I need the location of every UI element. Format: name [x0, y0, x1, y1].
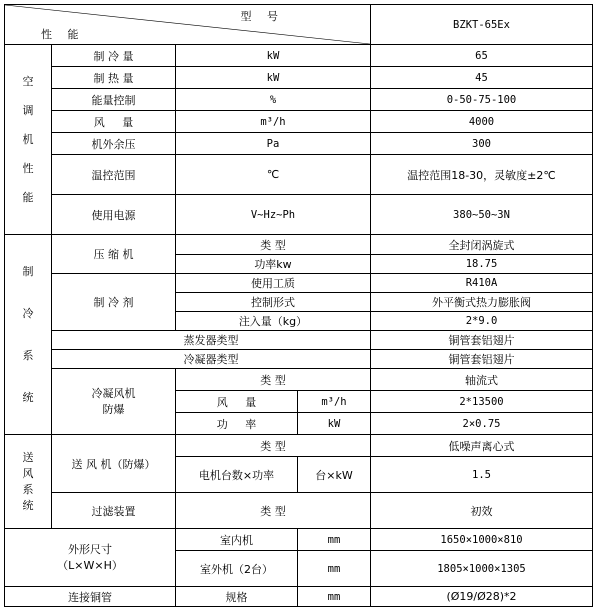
ac-value: 65 [371, 45, 593, 67]
compressor-type-label: 类 型 [176, 235, 371, 255]
dims-outdoor-unit: mm [298, 551, 371, 587]
filter-row [5, 493, 593, 529]
ac-row-cooling [5, 45, 593, 67]
ac-value: 温控范围18-30，灵敏度±2℃ [371, 155, 593, 195]
ac-unit: kW [176, 67, 371, 89]
header-row [5, 5, 593, 45]
pipe-spec-label: 规格 [176, 587, 298, 607]
compressor-type-row [5, 235, 593, 255]
ac-value: 0-50-75-100 [371, 89, 593, 111]
ac-row-external-pressure [5, 133, 593, 155]
condenser-row [5, 350, 593, 369]
compressor-power-label: 功率kw [176, 255, 371, 274]
header-diagonal-cell [5, 5, 371, 45]
ac-value: 4000 [371, 111, 593, 133]
dims-indoor-unit: mm [298, 529, 371, 551]
ac-name: 制 热 量 [52, 67, 176, 89]
ac-unit: % [176, 89, 371, 111]
pipe-label: 连接铜管 [5, 587, 176, 607]
ac-unit: m³/h [176, 111, 371, 133]
supply-fan-type-row [5, 435, 593, 457]
cond-fan-power-unit: kW [298, 413, 371, 435]
dims-outdoor-label: 室外机（2台） [176, 551, 298, 587]
evaporator-row [5, 331, 593, 350]
supply-fan-type-label: 类 型 [176, 435, 371, 457]
refrig-group-label: 制 冷 系 统 [5, 235, 52, 435]
ac-row-heating [5, 67, 593, 89]
evaporator-label: 蒸发器类型 [52, 331, 371, 350]
dims-indoor-value: 1650×1000×810 [371, 529, 593, 551]
dims-outdoor-value: 1805×1000×1305 [371, 551, 593, 587]
supply-fan-motor-value: 1.5 [371, 457, 593, 493]
refrigerant-control-label: 控制形式 [176, 293, 371, 312]
spec-table [4, 4, 593, 607]
ac-name: 使用电源 [52, 195, 176, 235]
filter-type-label: 类 型 [176, 493, 371, 529]
ac-row-power-supply [5, 195, 593, 235]
model-label: 型 号 [240, 10, 284, 23]
ac-name: 制 冷 量 [52, 45, 176, 67]
pipe-value: (Ø19/Ø28)*2 [371, 587, 593, 607]
cond-fan-power-label: 功 率 [176, 413, 298, 435]
cond-fan-power-value: 2×0.75 [371, 413, 593, 435]
ac-unit: Pa [176, 133, 371, 155]
cond-fan-name: 冷凝风机 防爆 [52, 369, 176, 435]
pipe-unit: mm [298, 587, 371, 607]
cond-fan-airflow-value: 2*13500 [371, 391, 593, 413]
ac-name: 能量控制 [52, 89, 176, 111]
ac-row-airflow [5, 111, 593, 133]
supply-fan-type-value: 低噪声离心式 [371, 435, 593, 457]
refrigerant-charge-value: 2*9.0 [371, 312, 593, 331]
ac-name: 温控范围 [52, 155, 176, 195]
ac-unit: kW [176, 45, 371, 67]
compressor-power-value: 18.75 [371, 255, 593, 274]
cond-fan-type-label: 类 型 [176, 369, 371, 391]
cond-fan-type-row [5, 369, 593, 391]
refrigerant-control-value: 外平衡式热力膨胀阀 [371, 293, 593, 312]
ac-group-label: 空 调 机 性 能 [5, 45, 52, 235]
ac-value: 300 [371, 133, 593, 155]
filter-type-value: 初效 [371, 493, 593, 529]
ac-row-temp-range [5, 155, 593, 195]
compressor-name: 压 缩 机 [52, 235, 176, 274]
evaporator-value: 铜管套铝翅片 [371, 331, 593, 350]
condenser-label: 冷凝器类型 [52, 350, 371, 369]
supply-fan-motor-label: 电机台数×功率 [176, 457, 298, 493]
dims-label: 外形尺寸 （L×W×H） [5, 529, 176, 587]
refrigerant-medium-label: 使用工质 [176, 274, 371, 293]
cond-fan-airflow-unit: m³/h [298, 391, 371, 413]
supply-fan-motor-unit: 台×kW [298, 457, 371, 493]
ac-value: 380~50~3N [371, 195, 593, 235]
condenser-value: 铜管套铝翅片 [371, 350, 593, 369]
dims-indoor-label: 室内机 [176, 529, 298, 551]
pipe-row [5, 587, 593, 607]
refrigerant-name: 制 冷 剂 [52, 274, 176, 331]
ac-name: 风 量 [52, 111, 176, 133]
supply-fan-name: 送 风 机（防爆） [52, 435, 176, 493]
ac-value: 45 [371, 67, 593, 89]
refrigerant-medium-value: R410A [371, 274, 593, 293]
cond-fan-type-value: 轴流式 [371, 369, 593, 391]
supply-group-label: 送 风 系 统 [5, 435, 52, 529]
model-value: BZKT-65Ex [371, 5, 593, 45]
ac-row-capacity-control [5, 89, 593, 111]
ac-unit: ℃ [176, 155, 371, 195]
compressor-type-value: 全封闭涡旋式 [371, 235, 593, 255]
filter-name: 过滤装置 [52, 493, 176, 529]
ac-unit: V~Hz~Ph [176, 195, 371, 235]
refrigerant-medium-row [5, 274, 593, 293]
ac-name: 机外余压 [52, 133, 176, 155]
refrigerant-charge-label: 注入量（kg） [176, 312, 371, 331]
performance-label: 性 能 [41, 28, 85, 41]
dims-indoor-row [5, 529, 593, 551]
cond-fan-airflow-label: 风 量 [176, 391, 298, 413]
